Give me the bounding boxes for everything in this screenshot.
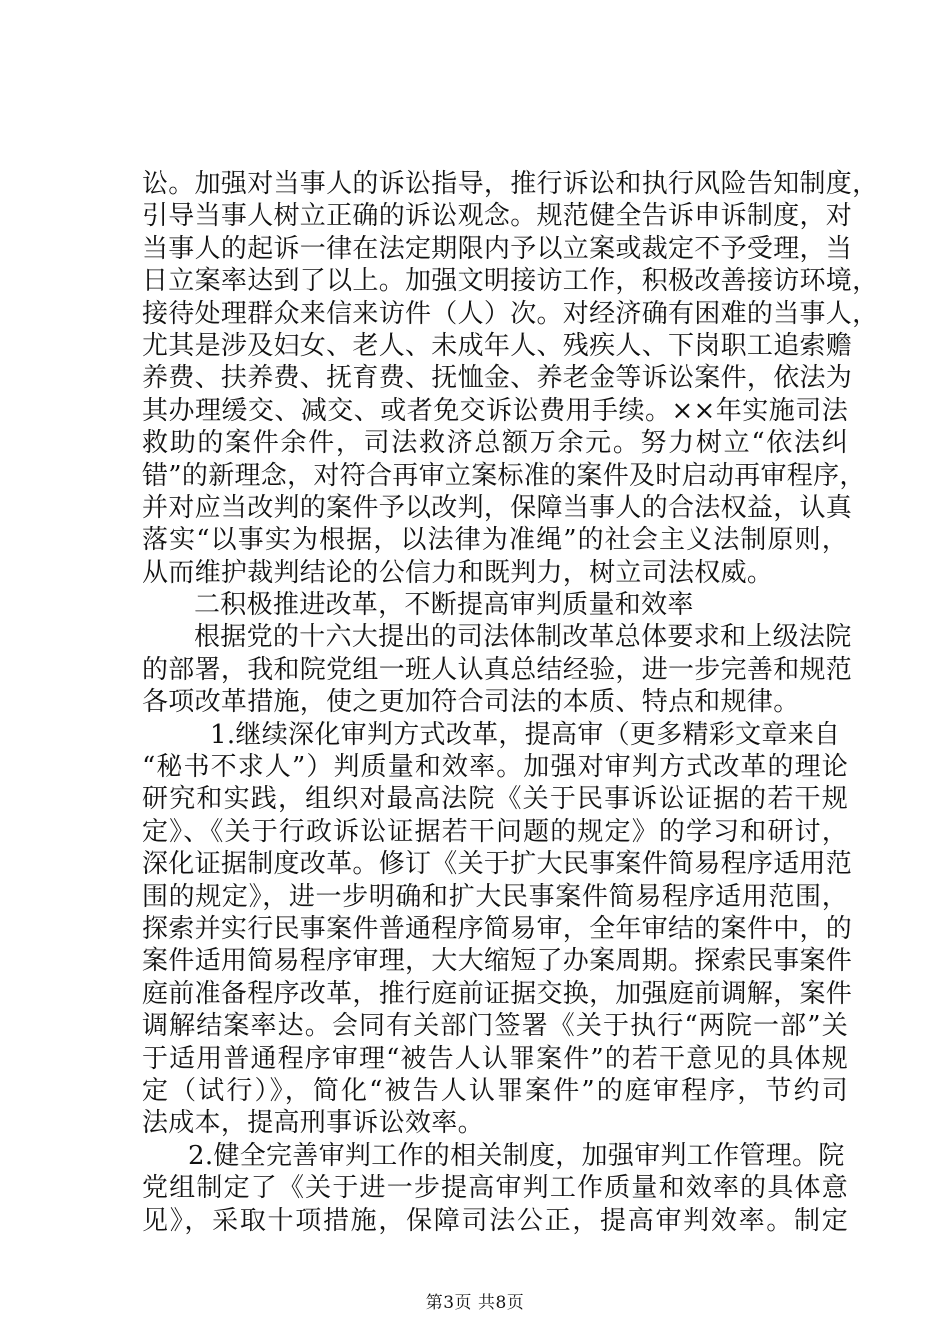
text-line: 接待处理群众来信来访件（人）次。对经济确有困难的当事人， [142, 298, 879, 329]
text-line: 的部署，我和院党组一班人认真总结经验，进一步完善和规范 [142, 654, 853, 685]
page-number-footer: 第3页 共8页 [425, 1293, 525, 1313]
text-line: 案件适用简易程序审理，大大缩短了办案周期。探索民事案件 [142, 946, 853, 977]
text-line: 党组制定了《关于进一步提高审判工作质量和效率的具体意 [142, 1173, 848, 1204]
text-line: 引导当事人树立正确的诉讼观念。规范健全告诉申诉制度，对 [142, 201, 853, 232]
text-line: 围的规定》，进一步明确和扩大民事案件简易程序适用范围， [142, 881, 848, 912]
text-line: 研究和实践，组织对最高法院《关于民事诉讼证据的若干规 [142, 784, 848, 815]
text-line: 日立案率达到了以上。加强文明接访工作，积极改善接访环境， [142, 266, 879, 297]
section-heading: 二积极推进改革，不断提高审判质量和效率 [194, 590, 694, 621]
text-line: 探索并实行民事案件普通程序简易审，全年审结的案件中，的 [142, 913, 853, 944]
text-line: 于适用普通程序审理“被告人认罪案件”的若干意见的具体规 [142, 1043, 848, 1074]
text-line: 养费、扶养费、抚育费、抚恤金、养老金等诉讼案件，依法为 [142, 363, 853, 394]
text-line: 见》，采取十项措施，保障司法公正，提高审判效率。制定 [142, 1205, 848, 1236]
text-line: 并对应当改判的案件予以改判，保障当事人的合法权益，认真 [142, 492, 853, 523]
text-line: 定》、《关于行政诉讼证据若干问题的规定》的学习和研讨， [142, 816, 848, 847]
text-line: 庭前准备程序改革，推行庭前证据交换，加强庭前调解，案件 [142, 978, 853, 1009]
text-line: 各项改革措施，使之更加符合司法的本质、特点和规律。 [142, 687, 800, 718]
text-line: 尤其是涉及妇女、老人、未成年人、残疾人、下岗职工追索赡 [142, 330, 853, 361]
text-line: 法成本，提高刑事诉讼效率。 [142, 1108, 484, 1139]
paragraph-start: 根据党的十六大提出的司法体制改革总体要求和上级法院 [194, 622, 852, 653]
numbered-item-1: 1.继续深化审判方式改革，提高审（更多精彩文章来自 [210, 719, 841, 750]
numbered-item-2: 2.健全完善审判工作的相关制度，加强审判工作管理。院 [188, 1140, 845, 1171]
text-line: “秘书不求人”）判质量和效率。加强对审判方式改革的理论 [142, 752, 848, 783]
text-line: 救助的案件余件，司法救济总额万余元。努力树立“依法纠 [142, 428, 848, 459]
text-line: 调解结案率达。会同有关部门签署《关于执行“两院一部”关 [142, 1011, 848, 1042]
text-line: 从而维护裁判结论的公信力和既判力，树立司法权威。 [142, 557, 774, 588]
text-line: 讼。加强对当事人的诉讼指导，推行诉讼和执行风险告知制度， [142, 169, 879, 199]
text-line: 定（试行）》，简化“被告人认罪案件”的庭审程序，节约司 [142, 1075, 848, 1106]
body-text [142, 168, 879, 1237]
text-line: 当事人的起诉一律在法定期限内予以立案或裁定不予受理，当 [142, 233, 853, 264]
text-line: 其办理缓交、减交、或者免交诉讼费用手续。××年实施司法 [142, 395, 848, 426]
text-line: 落实“以事实为根据，以法律为准绳”的社会主义法制原则， [142, 525, 848, 556]
text-line: 深化证据制度改革。修订《关于扩大民事案件简易程序适用范 [142, 849, 853, 880]
text-line: 错”的新理念，对符合再审立案标准的案件及时启动再审程序， [142, 460, 866, 491]
